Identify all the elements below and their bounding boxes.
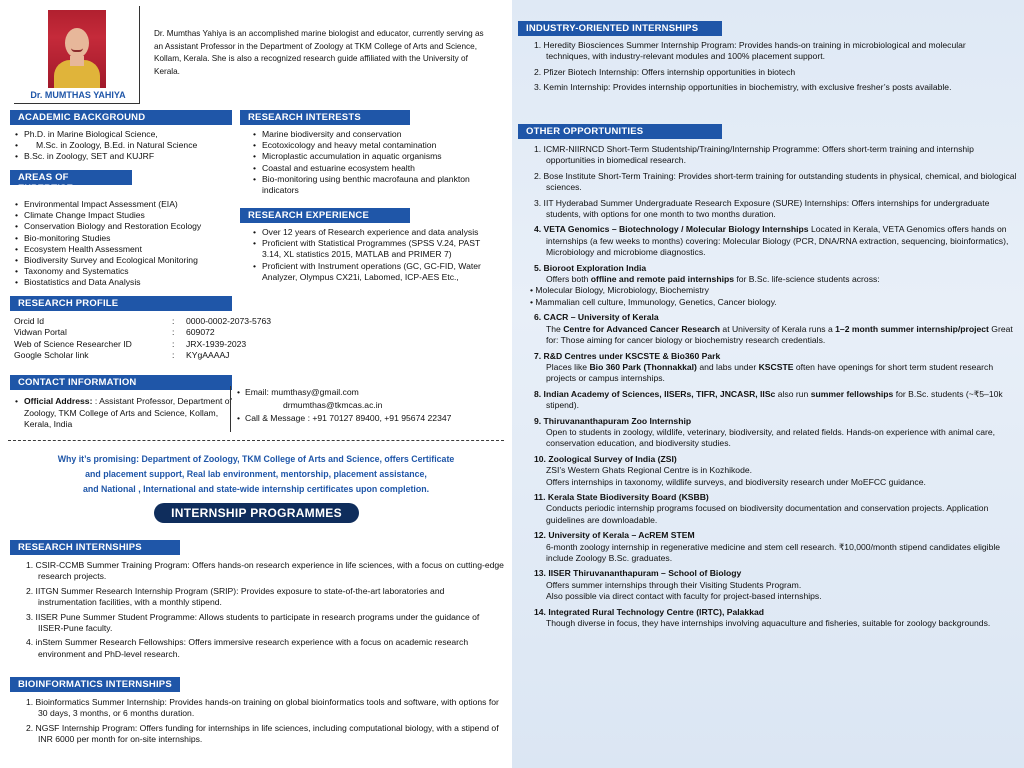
list-item: • Taxonomy and Systematics [14,266,235,277]
other-item-7: 7. R&D Centres under KSCSTE & Bio360 Park Places like Bio 360 Park (Thonnakkal) and labs under KSCSTE often have openings for short term student research projects or campus internships. [534,350,994,384]
list-item: 1. CSIR-CCMB Summer Training Program: Offers hands-on research experience in life sciences, with a focus on cutting-edge research projects. [26,560,504,582]
research-internships-section [10,537,502,663]
list-item: • Biostatistics and Data Analysis [14,277,235,288]
contact-address: • Official Address: : Assistant Professor, Department of Zoology, TKM College of Arts and Science, Kollam, Kerala, India [15,396,232,430]
academic-header: ACADEMIC BACKGROUND [10,110,232,125]
experience-header: RESEARCH EXPERIENCE [240,208,410,223]
expertise-section [10,170,235,289]
other-item-14: 14. Integrated Rural Technology Centre (IRTC), Palakkad Though diverse in focus, they have internships involving aquaculture and fisheries, suitable for zoology backgrounds. [534,606,991,629]
academic-section [10,107,235,163]
research-internships-list [26,560,504,660]
other-item-9: 9. Thiruvananthapuram Zoo Internship Open to students in zoology, wildlife, veterinary, biodiversity, and related fields. Hands-on experience with animal care, conservation education, and biodiversity studies. [534,415,996,449]
list-item: • B.Sc. in Zoology, SET and KUJRF [14,151,235,162]
list-item: • Climate Change Impact Studies [14,210,235,221]
internship-programmes-title: INTERNSHIP PROGRAMMES [154,503,359,523]
research-profile-header: RESEARCH PROFILE [10,296,232,311]
list-item: 3. IISER Pune Summer Student Programme: Allows students to participate in research programs under the guidance of IISER-Pune faculty. [26,611,480,634]
expertise-header: AREAS OF EXPERTISE [10,170,132,185]
list-item: 4. inStem Summer Research Fellowships: Offers immersive research experience with a focus on academic research environment and PhD-level research. [26,637,469,659]
industry-list [534,40,1012,94]
list-item: • Biodiversity Survey and Ecological Monitoring [14,255,235,266]
expertise-list [14,199,235,289]
research-internships-header: RESEARCH INTERNSHIPS [10,540,180,555]
email-link[interactable]: Email: mumthasy@gmail.com [245,387,359,397]
other-item-4: 4. VETA Genomics – Biotechnology / Molecular Biology Internships Located in Kerala, VETA Genomics offers hands on internships (a few weeks to months) covering: Molecular Biology (PCR, DNA/RNA extraction, sequencing, bioinformatics), Microbiology and microbiome diagnostics. [534,224,1009,258]
other-item-2: 2. Bose Institute Short-Term Training: Provides short-term training for outstanding students in physical, chemical, and biological sciences. [534,170,1017,193]
profile-row-orcid: Orcid Id : 0000-0002-2073-5763 [14,316,272,326]
list-item: • Marine biodiversity and conservation [252,129,492,140]
other-item-13: 13. IISER Thiruvananthapuram – School of Biology Offers summer internships through their Visiting Students Program. Also possible via direct contact with faculty for project-based internships. [534,568,822,602]
list-item: • Conservation Biology and Restoration Ecology [14,221,235,232]
bioinformatics-list [26,697,504,746]
other-header: OTHER OPPORTUNITIES [518,124,722,139]
email-link-2[interactable]: drmumthas@tkmcas.ac.in [283,400,383,410]
list-item: 2. Pfizer Biotech Internship: Offers internship opportunities in biotech [534,66,796,77]
list-item: • Bio-monitoring Studies [14,233,235,244]
list-item: 1. Bioinformatics Summer Internship: Provides hands-on training on global bioinformatics tools and software, with options for 30 days, 3 months, or 6 months duration. [26,697,499,719]
list-item: 2. NGSF Internship Program: Offers funding for internships in life sciences, including computational biology, with a stipend of INR 6000 per month for on-site internships. [26,722,499,745]
list-item: • Ecotoxicology and heavy metal contamination [252,140,492,151]
list-item: • Proficient with Statistical Programmes (SPSS V.24, PAST 3.14, XL statistics 2015, MATLAB and PRIMER 7) [252,238,496,260]
other-item-1: 1. ICMR-NIIRNCD Short-Term Studentship/Training/Internship Programme: Offers short-term training and internship opportunities in biomedical research. [534,144,974,166]
right-panel [512,0,1024,768]
experience-list [252,227,496,283]
other-item-6: 6. CACR – University of Kerala The Centre for Advanced Cancer Research at University of Kerala runs a 1–2 month summer internship/project Great for: Those aiming for cancer biology or biochemistry research credentials. [534,312,1013,346]
other-item-5: 5. Bioroot Exploration India Offers both offline and remote paid internships for B.Sc. life-science students across: • Molecular Biology, Microbiology, Biochemistry • Mammalian cell culture, Immunology, Genetics, Cancer biology. [530,262,880,307]
profile-intro: Dr. Mumthas Yahiya is an accomplished marine biologist and educator, currently serving as an Assistant Professor in the Department of Zoology at TKM College of Arts and Science, Kollam, Kerala. She is also a recognized research guide affiliated with the University of Kerala. [154,29,484,76]
why-promising: Why it’s promising: Department of Zoology, TKM College of Arts and Science, offers Certificate and placement support, Real lab environment, mentorship, placement assistance, and National , International and state-wide internship certificates upon completion. [57,454,455,494]
list-item: • Environmental Impact Assessment (EIA) [14,199,235,210]
other-item-11: 11. Kerala State Biodiversity Board (KSBB) Conducts periodic internship programs focused on biodiversity documentation and conservation projects. Application guidelines are downloadable. [534,491,989,525]
list-item: 1. Heredity Biosciences Summer Internship Program: Provides hands-on training in microbiological and molecular techniques, with industry-relevant modules and 100% placement support. [534,40,966,62]
other-item-10: 10. Zoological Survey of India (ZSI) ZSI’s Western Ghats Regional Centre is in Kozhikode. Offers internships in taxonomy, wildlife surveys, and biodiversity research under MoEFCC guidance. [534,453,926,487]
contact-details: • Email: mumthasy@gmail.com drmumthas@tkmcas.ac.in • Call & Message : +91 70127 89400, +91 95674 22347 [230,386,510,432]
section-divider [8,440,504,441]
list-item: • Proficient with Instrument operations (GC, GC-FID, Water Analyzer, Olympus CX21i, Labomed, ICP-AES Etc., [252,261,496,283]
list-item: • Coastal and estuarine ecosystem health [252,163,492,174]
other-section [518,121,1018,633]
list-item: • Over 12 years of Research experience and data analysis [252,227,496,238]
profile-photo [48,10,106,88]
interests-header: RESEARCH INTERESTS [240,110,410,125]
list-item: • M.Sc. in Zoology, B.Ed. in Natural Science [14,140,235,151]
profile-row-wos: Web of Science Researcher ID : JRX-1939-2023 [14,338,247,349]
list-item: • Microplastic accumulation in aquatic organisms [252,151,492,162]
academic-list [14,129,235,163]
bioinformatics-header: BIOINFORMATICS INTERNSHIPS [10,677,180,692]
other-item-3: 3. IIT Hyderabad Summer Undergraduate Research Exposure (SURE) Internships: Offers internships for undergraduate students, with options for one month to two months duration. [534,197,990,220]
interests-section [240,107,502,196]
bioinformatics-section [10,674,502,749]
other-item-8: 8. Indian Academy of Sciences, IISERs, TIFR, JNCASR, IISc also run summer fellowships for B.Sc. students (~₹5–10k stipend). [534,388,1003,411]
phone-numbers[interactable]: Call & Message : +91 70127 89400, +91 95674 22347 [245,413,452,423]
research-profile-section [10,293,310,361]
contact-section [10,372,235,431]
other-list [530,144,1018,629]
experience-section [240,205,502,283]
list-item: 2. IITGN Summer Research Internship Program (SRIP): Provides exposure to state-of-the-art laboratories and instrumentation facilities, with a monthly stipend. [26,585,445,608]
interests-list [252,129,492,196]
profile-name: Dr. MUMTHAS YAHIYA [30,90,126,100]
industry-header: INDUSTRY-ORIENTED INTERNSHIPS [518,21,722,36]
list-item: • Bio-monitoring using benthic macrofauna and plankton indicators [252,174,492,196]
list-item: • Ecosystem Health Assessment [14,244,235,255]
list-item: 3. Kemin Internship: Provides internship opportunities in biochemistry, with exclusive fresher’s posts available. [534,82,952,93]
profile-row-vidwan: Vidwan Portal : 609072 [14,327,215,338]
industry-section [518,18,1018,98]
other-item-12: 12. University of Kerala – AcREM STEM 6-month zoology internship in regenerative medicine and stem cell research. ₹10,000/month stipend candidates eligible include Zoology B.Sc. graduates. [534,530,1001,563]
contact-header: CONTACT INFORMATION [10,375,232,390]
profile-row-scholar: Google Scholar link : KYgAAAAJ [14,349,230,360]
list-item: • Ph.D. in Marine Biological Science, [14,129,235,140]
research-profile-table [14,316,310,361]
